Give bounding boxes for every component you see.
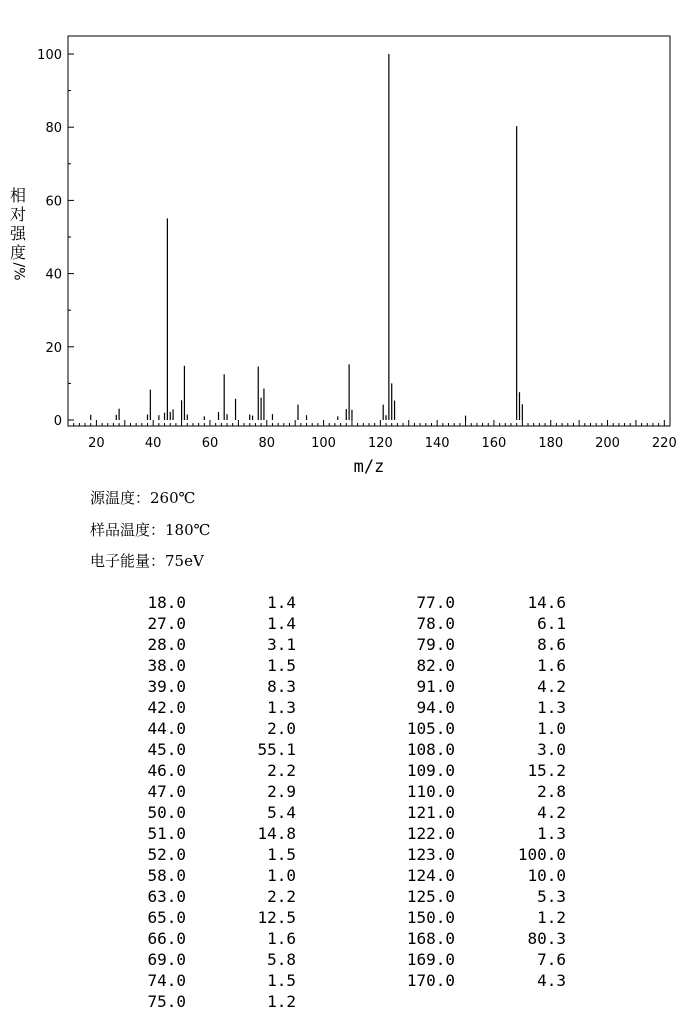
peak-mz: 77.0 (416, 593, 455, 612)
peak-mz: 58.0 (147, 866, 186, 885)
x-tick-label: 20 (88, 436, 105, 451)
peak-table-row (110, 613, 300, 634)
peak-table-row (380, 613, 570, 634)
peak-table-row (380, 676, 570, 697)
peak-intensity: 4.2 (537, 677, 566, 696)
peak-table-row (110, 634, 300, 655)
y-tick-label: 20 (45, 340, 62, 356)
peak-table-row (380, 907, 570, 928)
peak-table-row (380, 718, 570, 739)
peak-table-row (110, 949, 300, 970)
peak-mz: 109.0 (406, 761, 455, 780)
y-axis-label-char: 相 (9, 186, 26, 205)
x-tick-label: 220 (651, 436, 677, 451)
peak-mz: 78.0 (416, 614, 455, 633)
peak-table-row (380, 760, 570, 781)
peak-table-row (380, 928, 570, 949)
peak-mz: 122.0 (406, 824, 455, 843)
x-tick-label: 140 (424, 436, 450, 451)
peak-intensity: 12.5 (257, 908, 296, 927)
y-axis-label (8, 186, 28, 281)
peak-table-row (380, 781, 570, 802)
peak-mz: 18.0 (147, 593, 186, 612)
peak-mz: 123.0 (406, 845, 455, 864)
peak-table-row (110, 823, 300, 844)
peak-intensity: 15.2 (527, 761, 566, 780)
source-temperature (90, 487, 195, 508)
peak-intensity: 1.3 (537, 698, 566, 717)
peak-intensity: 5.8 (267, 950, 296, 969)
y-tick-label: 40 (45, 267, 62, 283)
peak-table-row (380, 865, 570, 886)
peak-mz: 105.0 (406, 719, 455, 738)
x-tick-label: 60 (201, 436, 219, 451)
peak-table-left (110, 592, 300, 1012)
peak-intensity: 14.8 (257, 824, 296, 843)
peak-mz: 150.0 (406, 908, 455, 927)
peak-table-row (110, 928, 300, 949)
peak-table-row (110, 739, 300, 760)
peak-table-row (110, 697, 300, 718)
peak-table-row (110, 886, 300, 907)
peak-table-row (380, 949, 570, 970)
x-tick-label: 80 (258, 436, 276, 451)
sample-temperature (90, 519, 210, 540)
peak-table-row (110, 781, 300, 802)
peak-table-row (110, 760, 300, 781)
peak-intensity: 14.6 (527, 593, 566, 612)
peak-mz: 110.0 (406, 782, 455, 801)
peak-mz: 94.0 (416, 698, 455, 717)
y-tick-label: 60 (45, 194, 62, 210)
peak-mz: 46.0 (147, 761, 186, 780)
peak-table-row (380, 739, 570, 760)
peak-intensity: 7.6 (537, 950, 566, 969)
peak-intensity: 3.0 (537, 740, 566, 759)
plot-frame (68, 36, 670, 426)
peak-mz: 169.0 (406, 950, 455, 969)
peak-mz: 63.0 (147, 887, 186, 906)
peak-table-row (380, 802, 570, 823)
peak-intensity: 1.4 (267, 593, 296, 612)
peak-table-row (110, 865, 300, 886)
energy-value: 75eV (165, 552, 204, 570)
peak-intensity: 2.2 (267, 761, 296, 780)
peak-intensity: 55.1 (257, 740, 296, 759)
peak-mz: 79.0 (416, 635, 455, 654)
peak-intensity: 1.2 (267, 992, 296, 1011)
x-tick-label: 100 (311, 436, 336, 451)
peak-mz: 91.0 (416, 677, 455, 696)
peak-intensity: 1.0 (267, 866, 296, 885)
peak-intensity: 8.3 (267, 677, 296, 696)
peak-intensity: 80.3 (527, 929, 566, 948)
peak-table-row (110, 802, 300, 823)
peak-mz: 74.0 (147, 971, 186, 990)
source-temp-value: 260℃ (150, 489, 196, 507)
x-axis-label: m/z (353, 457, 385, 477)
peak-mz: 125.0 (406, 887, 455, 906)
sample-temp-label: 样品温度： (90, 521, 166, 539)
electron-energy (90, 550, 204, 571)
peak-mz: 69.0 (147, 950, 186, 969)
peak-mz: 51.0 (147, 824, 186, 843)
peak-mz: 38.0 (147, 656, 186, 675)
peak-mz: 50.0 (147, 803, 186, 822)
x-tick-label: 40 (144, 436, 162, 451)
peak-intensity: 1.6 (537, 656, 566, 675)
peak-intensity: 1.6 (267, 929, 296, 948)
peak-table-row (380, 697, 570, 718)
peak-intensity: 4.2 (537, 803, 566, 822)
peak-mz: 28.0 (147, 635, 186, 654)
peak-intensity: 1.4 (267, 614, 296, 633)
peak-intensity: 8.6 (537, 635, 566, 654)
peak-table-row (110, 676, 300, 697)
peak-intensity: 1.3 (537, 824, 566, 843)
peak-table-row (110, 844, 300, 865)
peak-table-row (380, 844, 570, 865)
peak-intensity: 1.0 (537, 719, 566, 738)
y-axis-label-char: 强 (9, 224, 26, 243)
peak-intensity: 4.3 (537, 971, 566, 990)
peak-table-row (380, 886, 570, 907)
peak-table-row (380, 592, 570, 613)
y-tick-label: 0 (53, 414, 62, 429)
peak-mz: 75.0 (147, 992, 186, 1011)
peak-mz: 170.0 (406, 971, 455, 990)
peak-mz: 121.0 (406, 803, 455, 822)
x-tick-label: 180 (538, 436, 564, 451)
peak-mz: 82.0 (416, 656, 455, 675)
mass-spectrum-chart (0, 0, 696, 480)
x-tick-label: 200 (595, 436, 620, 451)
peak-mz: 27.0 (147, 614, 186, 633)
peak-intensity: 1.5 (267, 845, 296, 864)
peak-table-row (110, 718, 300, 739)
peak-table-row (110, 655, 300, 676)
peak-table-row (380, 634, 570, 655)
peak-table-row (110, 970, 300, 991)
peak-table-right (380, 592, 570, 991)
peak-table-row (110, 592, 300, 613)
peak-intensity: 3.1 (267, 635, 296, 654)
energy-label: 电子能量： (90, 552, 166, 570)
peak-mz: 42.0 (147, 698, 186, 717)
peak-intensity: 2.2 (267, 887, 296, 906)
peak-intensity: 2.8 (537, 782, 566, 801)
peak-intensity: 1.3 (267, 698, 296, 717)
source-temp-label: 源温度： (90, 489, 151, 507)
y-tick-label: 100 (37, 48, 62, 63)
peak-intensity: 5.4 (267, 803, 296, 822)
peak-intensity: 2.9 (267, 782, 296, 801)
peak-mz: 65.0 (147, 908, 186, 927)
y-axis-label-char: 度 (9, 243, 26, 262)
peak-table-row (110, 991, 300, 1012)
y-axis-label-char: 对 (9, 205, 26, 224)
peak-intensity: 5.3 (537, 887, 566, 906)
peak-mz: 66.0 (147, 929, 186, 948)
peak-mz: 124.0 (406, 866, 455, 885)
peak-mz: 39.0 (147, 677, 186, 696)
peak-intensity: 6.1 (537, 614, 566, 633)
peak-table-row (380, 655, 570, 676)
peak-intensity: 1.2 (537, 908, 566, 927)
peak-mz: 44.0 (147, 719, 186, 738)
y-axis-label-char: /% (10, 262, 27, 281)
peak-table-row (380, 823, 570, 844)
x-tick-label: 160 (481, 436, 507, 451)
peak-intensity: 2.0 (267, 719, 296, 738)
peak-mz: 47.0 (147, 782, 186, 801)
peak-intensity: 100.0 (517, 845, 566, 864)
peak-intensity: 1.5 (267, 971, 296, 990)
peak-mz: 168.0 (406, 929, 455, 948)
peak-intensity: 1.5 (267, 656, 296, 675)
peak-mz: 108.0 (406, 740, 455, 759)
peak-table-row (380, 970, 570, 991)
x-tick-label: 120 (367, 436, 393, 451)
peak-mz: 45.0 (147, 740, 186, 759)
peak-table-row (110, 907, 300, 928)
peak-intensity: 10.0 (527, 866, 566, 885)
peak-mz: 52.0 (147, 845, 186, 864)
sample-temp-value: 180℃ (165, 521, 211, 539)
y-tick-label: 80 (45, 121, 62, 137)
